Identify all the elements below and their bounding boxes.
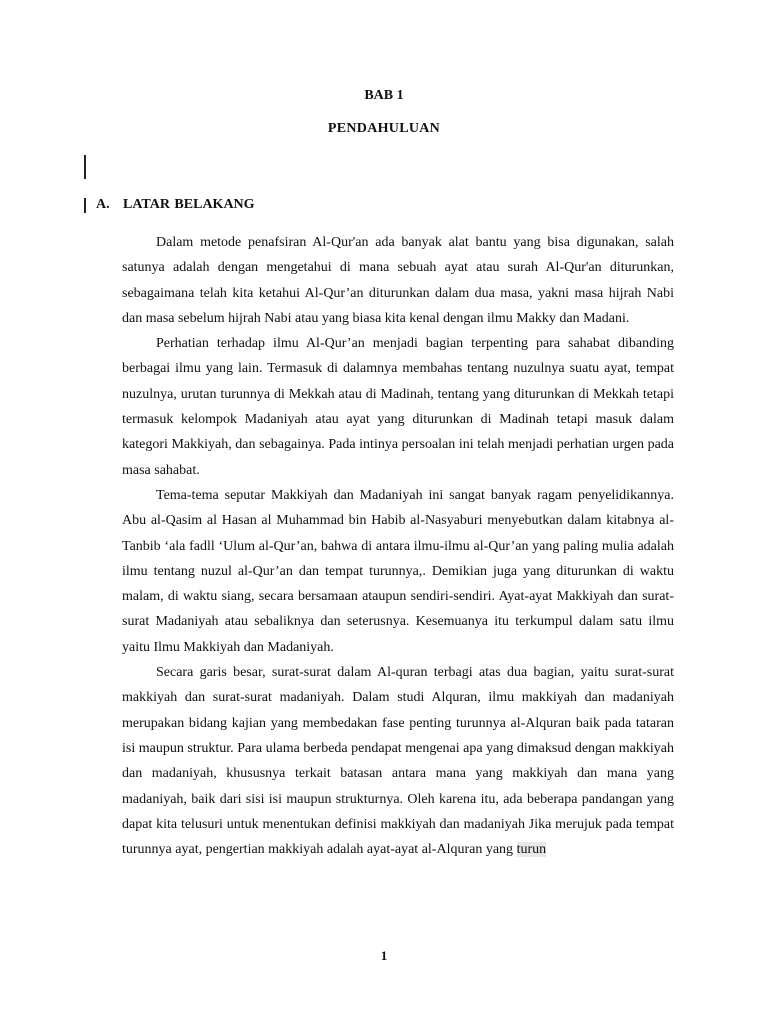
paragraph: Tema-tema seputar Makkiyah dan Madaniyah ini sangat banyak ragam penyelidikannya. Abu al-Qasim al Hasan al Muhammad bin Habib al-Nasyaburi menyebutkan dalam kitabnya al-Tanbib ‘ala fadll ‘Ulum al-Qur’an, bahwa di antara ilmu-ilmu al-Qur’an yang paling mulia adalah ilmu tentang nuzul al-Qur’an dan tempat turunnya,. Demikian juga yang diturunkan di waktu malam, di waktu siang, secara bersamaan ataupun sendiri-sendiri. Ayat-ayat Makkiyah dan surat-surat Madaniyah atau sebaliknya dan seterusnya. Kesemuanya itu terkumpul dalam satu ilmu yaitu Ilmu Makkiyah dan Madaniyah. <box>122 487 674 655</box>
section-title: LATAR BELAKANG <box>123 197 255 212</box>
section-letter: A. <box>96 197 110 212</box>
paragraph: Perhatian terhadap ilmu Al-Qur’an menjadi bagian terpenting para sahabat dibanding berbagai ilmu yang lain. Termasuk di dalamnya membahas tentang nuzulnya suatu ayat, tempat nuzulnya, urutan turunnya di Mekkah atau di Madinah, tentang yang diturunkan di Mekkah tetapi termasuk kelompok Madaniyah atau ayat yang diturunkan di Madinah tetapi masuk dalam kategori Makkiyah, dan sebagainya. Pada intinya persoalan ini telah menjadi perhatian urgen pada masa sahabat. <box>122 336 674 478</box>
body-text <box>122 230 674 862</box>
revision-change-bar <box>84 198 86 213</box>
highlighted-word: turun <box>516 842 547 858</box>
revision-change-bar <box>84 155 86 179</box>
section-heading <box>96 197 255 213</box>
paragraph-text: Secara garis besar, surat-surat dalam Al-quran terbagi atas dua bagian, yaitu surat-surat makkiyah dan surat-surat madaniyah. Dalam studi Alquran, ilmu makkiyah dan madaniyah merupakan bidang kajian yang membedakan fase penting turunnya al-Alquran baik pada tataran isi maupun struktur. Para ulama berbeda pendapat mengenai apa yang dimaksud dengan makkiyah dan madaniyah, khususnya terkait batasan antara mana yang makkiyah dan mana yang madaniyah, baik dari sisi isi maupun strukturnya. Oleh karena itu, ada beberapa pandangan yang dapat kita telusuri untuk menentukan definisi makkiyah dan madaniyah Jika merujuk pada tempat turunnya ayat, pengertian makkiyah adalah ayat-ayat al-Alquran yang <box>122 665 674 858</box>
page-number: 1 <box>380 948 388 963</box>
paragraph <box>122 660 674 862</box>
chapter-number: BAB 1 <box>364 88 404 103</box>
chapter-title: PENDAHULUAN <box>327 121 441 136</box>
paragraph: Dalam metode penafsiran Al-Qur'an ada banyak alat bantu yang bisa digunakan, salah satunya adalah dengan mengetahui di mana sebuah ayat atau surah Al-Qur'an diturunkan, sebagaimana telah kita ketahui Al-Qur’an diturunkan dalam dua masa, yakni masa hijrah Nabi dan masa sebelum hijrah Nabi atau yang biasa kita kenal dengan ilmu Makky dan Madani. <box>122 235 674 326</box>
